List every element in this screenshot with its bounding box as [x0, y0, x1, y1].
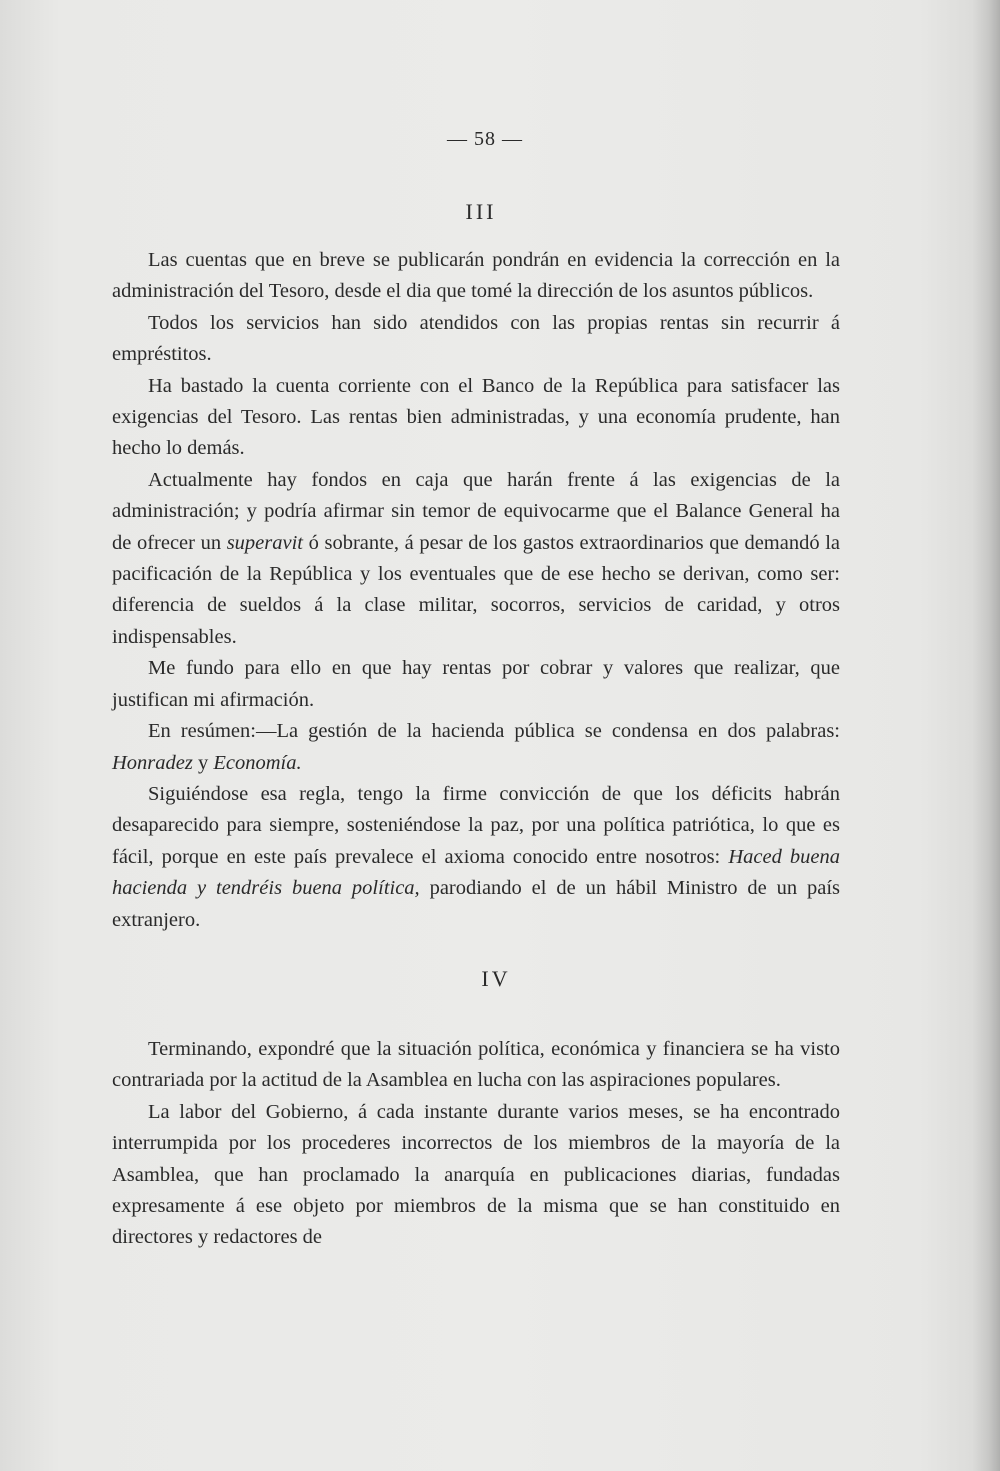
- italic-term: Honradez: [112, 751, 193, 774]
- paragraph: La labor del Gobierno, á cada instante durante varios meses, se ha encontrado interrumpida por los procederes incorrectos de los miembros de la mayoría de la Asamblea, que han proclamado la anarquía en publicaciones diarias, fundadas expresamente á ese objeto por miembros de la misma que se han constituido en directores y redactores de: [112, 1100, 840, 1249]
- paragraph-text: Actualmente hay fondos en caja que harán frente á las exigencias de la administración; y podría afirmar sin temor de equivocarme que el Balance General ha de ofrecer un: [112, 468, 840, 554]
- italic-term: superavit: [226, 531, 303, 554]
- paragraph-text: Siguiéndose esa regla, tengo la firme convicción de que los déficits habrán desaparecido para siempre, sosteniéndose la paz, por una política patriótica, lo que es fácil, porque en este país prevalece el axioma conocido entre nosotros:: [112, 782, 840, 868]
- paragraph-text: y: [192, 751, 214, 774]
- paragraph-text: En resúmen:—La gestión de la hacienda pública se condensa en dos palabras:: [148, 720, 840, 743]
- section-heading-iii: III: [465, 199, 497, 224]
- paragraph: [112, 779, 840, 936]
- paragraph: Ha bastado la cuenta corriente con el Banco de la República para satisfacer las exigencias del Tesoro. Las rentas bien administradas, y una economía prudente, han hecho lo demás.: [112, 374, 840, 460]
- paragraph: [112, 716, 840, 779]
- paragraph: Me fundo para ello en que hay rentas por cobrar y valores que realizar, que justifican mi afirmación.: [112, 657, 840, 711]
- italic-term: Economía.: [213, 751, 302, 774]
- paragraph: Todos los servicios han sido atendidos con las propias rentas sin recurrir á empréstitos.: [112, 311, 840, 366]
- paragraph: Las cuentas que en breve se publicarán pondrán en evidencia la corrección en la administración del Tesoro, desde el dia que tomé la dirección de los asuntos públicos.: [112, 249, 840, 303]
- paragraph-text: ó sobrante, á pesar de los gastos extraordinarios que demandó la pacificación de la República y los eventuales que de ese hecho se derivan, como ser: diferencia de sueldos á la clase militar, socorros, servicios de caridad, y otros indispensables.: [112, 531, 840, 648]
- section-heading-iv: IV: [481, 965, 511, 991]
- paragraph-text: parodiando el de un hábil Ministro de un país extranjero.: [112, 877, 840, 931]
- paragraph: [112, 465, 840, 653]
- page-edge-shadow: [972, 0, 1000, 1471]
- paragraph: Terminando, expondré que la situación política, económica y financiera se ha visto contrariada por la actitud de la Asamblea en lucha con las aspiraciones populares.: [112, 1037, 840, 1092]
- italic-quote: Haced buena hacienda y tendréis buena política,: [112, 845, 840, 900]
- page-number: — 58 —: [447, 128, 523, 150]
- page-content: [112, 128, 840, 1254]
